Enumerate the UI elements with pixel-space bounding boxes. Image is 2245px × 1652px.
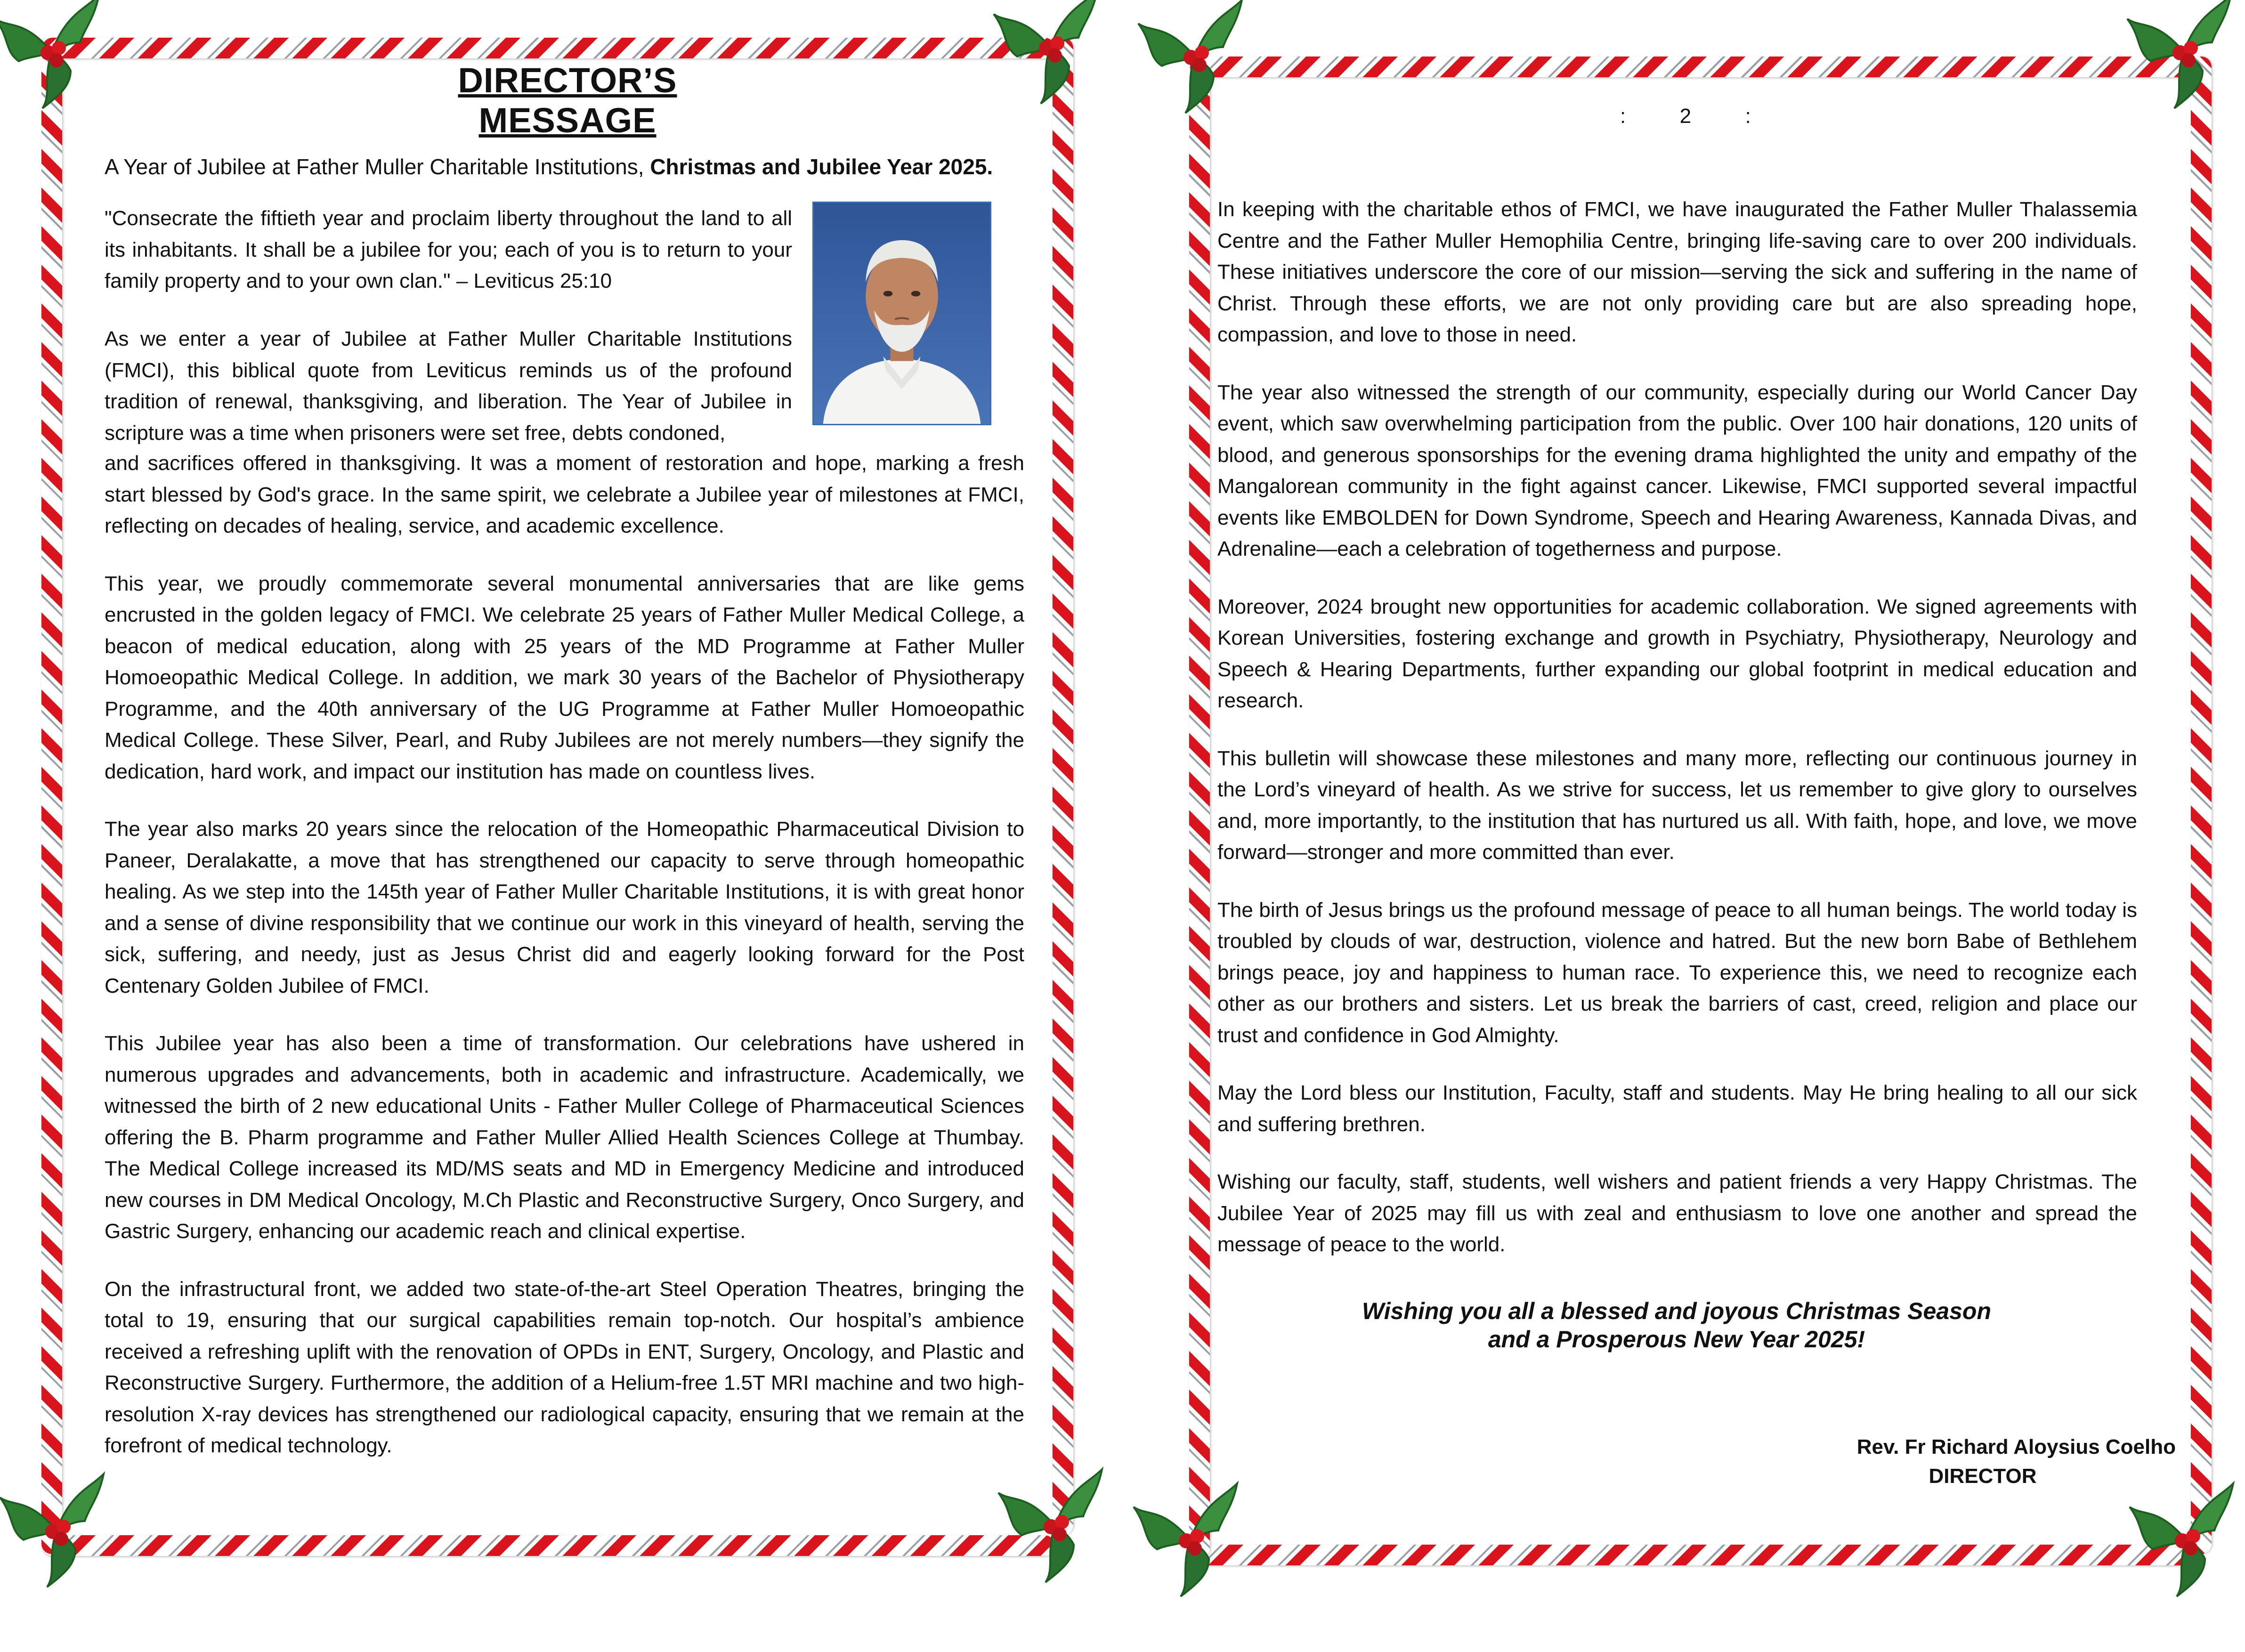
paragraph: The birth of Jesus brings us the profound message of peace to all human beings. The world today is troubled by clouds of war, destruction, violence and hatred. But the new born Babe of Bethlehem brings peace, joy and happiness to human race. To experience this, we need to recognize each other as our brothers and sisters. Let us break the barriers of cast, creed, religion and place our trust and confidence in God Almighty. (1217, 898, 2137, 1047)
paragraph: This year, we proudly commemorate several monumental anniversaries that are like gems encrusted in the golden legacy of FMCI. We celebrate 25 years of Father Muller Medical College, a beacon of medical education, along with 25 years of the MD Programme at Father Muller Homoeopathic Medical College. In addition, we mark 30 years of the Bachelor of Physiotherapy Programme, and the 40th anniversary of the UG Programme at Father Muller Homoeopathic Medical College. These Silver, Pearl, and Ruby Jubilees are not merely numbers—they signify the dedication, hard work, and impact our institution has made on countless lives. (105, 572, 1024, 783)
holly-icon (2125, 1479, 2245, 1601)
paragraph: On the infrastructural front, we added two state-of-the-art Steel Operation Theatres, bringing the total to 19, ensuring that our surgical capabilities remain top-notch. Our hospital’s ambience received a refreshing uplift with the renovation of OPDs in ENT, Surgery, Oncology, and Plastic and Reconstructive Surgery. Furthermore, the addition of a Helium-free 1.5T MRI machine and two high-resolution X-ray devices has strengthened our radiological capacity, ensuring that we remain at the forefront of medical technology. (105, 1277, 1024, 1457)
left-page (0, 0, 1121, 1652)
director-photo (812, 202, 991, 425)
holly-icon (2123, 0, 2245, 113)
paragraph-jubilee-start: As we enter a year of Jubilee at Father Muller Charitable Institutions (FMCI), this biblical quote from Leviticus reminds us of the profound tradition of renewal, thanksgiving, and liberation. The Year of Jubilee in scripture was a time when prisoners were set free, debts condoned, (105, 327, 792, 445)
page-number: : 2 : (1620, 105, 1765, 128)
holly-icon (0, 0, 113, 113)
paragraph: This bulletin will showcase these milestones and many more, reflecting our continuous journey in the Lord’s vineyard of health. As we strive for success, let us remember to give glory to ourselves and, more importantly, to the institution that has nurtured us all. With faith, hope, and love, we move forward—stronger and more committed than ever. (1217, 746, 2137, 864)
paragraph: The year also witnessed the strength of our community, especially during our World Cancer Day event, which saw overwhelming participation from the public. Over 100 hair donations, 120 units of blood, and generous sponsorships for the evening drama highlighted the unity and empathy of the Mangalorean community in the fight against cancer. Likewise, FMCI supported several impactful events like EMBOLDEN for Down Syndrome, Speech and Hearing Awareness, Kannada Divas, and Adrenaline—each a celebration of togetherness and purpose. (1217, 381, 2137, 560)
paragraph-jubilee-end: and sacrifices offered in thanksgiving. It was a moment of restoration and hope, marking a fresh start blessed by God's grace. In the same spirit, we celebrate a Jubilee year of milestones at FMCI, reflecting on decades of healing, service, and academic excellence. (105, 452, 1024, 537)
signature-block (1790, 1433, 2176, 1491)
paragraph: Wishing our faculty, staff, students, well wishers and patient friends a very Happy Christmas. The Jubilee Year of 2025 may fill us with zeal and enthusiasm to love one another and spread the message of peace to the world. (1217, 1170, 2137, 1256)
paragraph: May the Lord bless our Institution, Faculty, staff and students. May He bring healing to all our sick and suffering brethren. (1217, 1081, 2137, 1136)
scripture-quote: "Consecrate the fiftieth year and proclaim liberty throughout the land to all its inhabitants. It shall be a jubilee for you; each of you is to return to your family property and to your own clan." – Leviticus 25:10 (105, 207, 792, 292)
intro-line (105, 152, 1028, 182)
left-body (105, 448, 1024, 1488)
holly-icon (0, 1469, 118, 1592)
paragraph: The year also marks 20 years since the relocation of the Homeopathic Pharmaceutical Division to Paneer, Deralakatte, a move that has strengthened our capacity to serve through homeopathic healing. As we step into the 145th year of Father Muller Charitable Institutions, it is with great honor and a sense of divine responsibility that we continue our work in this vineyard of health, serving the sick, suffering, and needy, just as Jesus Christ did and eagerly looking forward for the Post Centenary Golden Jubilee of FMCI. (105, 818, 1024, 997)
candy-cane-border-right (2191, 57, 2212, 1554)
intro-bold: Christmas and Jubilee Year 2025. (650, 154, 993, 179)
holly-icon (989, 0, 1111, 108)
candy-cane-border-right (1053, 38, 1073, 1535)
closing-line: and a Prosperous New Year 2025! (1488, 1326, 1865, 1352)
signature-name: Rev. Fr Richard Aloysius Coelho (1856, 1435, 2176, 1458)
holly-icon (1134, 0, 1256, 118)
candy-cane-border-left (1189, 75, 1210, 1559)
candy-cane-border-bottom (42, 1535, 1055, 1556)
closing-greeting (1281, 1297, 2072, 1353)
paragraph: Moreover, 2024 brought new opportunities for academic collaboration. We signed agreements with Korean Universities, fostering exchange and growth in Psychiatry, Physiotherapy, Neurology and Speech & Hearing Departments, further expanding our global footprint in medical education and research. (1217, 595, 2137, 712)
paragraph: This Jubilee year has also been a time of transformation. Our celebrations have ushered in numerous upgrades and advancements, both in academic and infrastructure. Academically, we witnessed the birth of 2 new educational Units - Father Muller College of Pharmaceutical Sciences offering the B. Pharm programme and Father Muller Allied Health Sciences College at Thumbay. The Medical College increased its MD/MS seats and MD in Emergency Medicine and introduced new courses in DM Medical Oncology, M.Ch Plastic and Reconstructive Surgery, Onco Surgery, and Gastric Surgery, enhancing our academic reach and clinical expertise. (105, 1032, 1024, 1243)
candy-cane-border-left (41, 57, 62, 1554)
holly-icon (1129, 1479, 1251, 1601)
right-body (1217, 194, 2137, 1287)
candy-cane-border-top (1190, 57, 2193, 77)
page-title: DIRECTOR’S MESSAGE (458, 61, 677, 140)
candy-cane-border-bottom (1190, 1545, 2193, 1565)
signature-title: DIRECTOR (1929, 1465, 2037, 1488)
intro-plain: A Year of Jubilee at Father Muller Charitable Institutions, (105, 154, 650, 179)
paragraph: In keeping with the charitable ethos of FMCI, we have inaugurated the Father Muller Thalassemia Centre and the Father Muller Hemophilia Centre, bringing life-saving care to over 200 individuals. These initiatives underscore the core of our mission—serving the sick and suffering in the name of Christ. Through these efforts, we are not only providing care but are also spreading hope, compassion, and love to those in need. (1217, 198, 2137, 346)
closing-line: Wishing you all a blessed and joyous Christmas Season (1362, 1298, 1991, 1324)
candy-cane-border-top (42, 38, 1055, 58)
